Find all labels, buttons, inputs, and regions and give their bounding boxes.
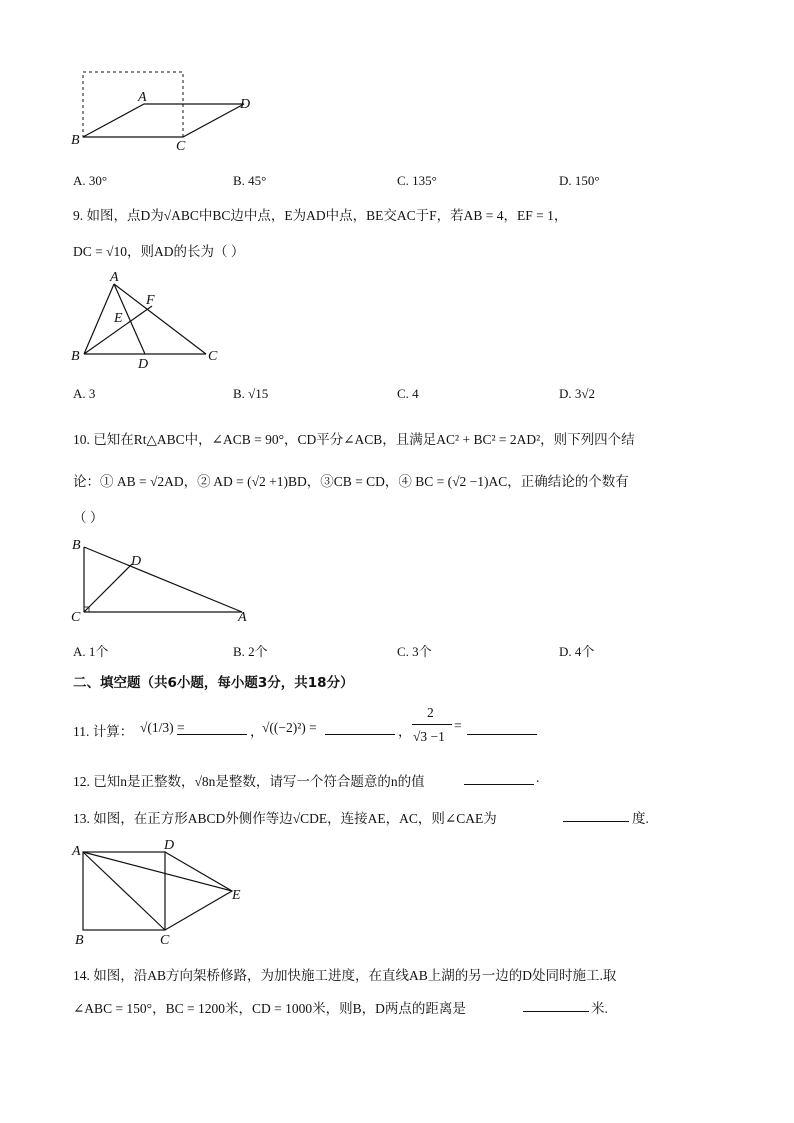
q11-expr1: √(1/3) = — [140, 720, 185, 735]
q10-option-b: B. 2个 — [233, 644, 268, 659]
q14-blank[interactable] — [523, 997, 589, 1012]
q10-option-d: D. 4个 — [559, 644, 595, 659]
q8-label-b: B — [71, 133, 80, 148]
q10-label-b: B — [72, 538, 81, 553]
q11-frac-den: √3 −1 — [413, 729, 445, 744]
q13-label-d: D — [164, 838, 175, 853]
q13-label-e: E — [232, 888, 241, 903]
q11-expr2: √((−2)²) = — [262, 720, 317, 735]
q9-option-d: D. 3√2 — [559, 386, 596, 401]
q10-label-a: A — [238, 610, 247, 625]
q10-stem-line2: 论：① AB = √2AD，② AD = (√2 +1)BD，③CB = CD，④ BC = (√2 −1)AC，正确结论的个数有 — [73, 474, 629, 489]
q8-option-a: A. 30° — [73, 173, 108, 188]
q8-label-d: D — [240, 97, 251, 112]
q9-option-b: B. √15 — [233, 386, 269, 401]
q9-label-d: D — [138, 357, 149, 372]
q11-blank-3[interactable] — [467, 720, 537, 735]
q13-figure — [66, 836, 266, 948]
q9-label-c: C — [208, 349, 218, 364]
q14-stem-line2: ∠ABC = 150°，BC = 1200米，CD = 1000米，则B，D两点的距离是 — [73, 1001, 466, 1016]
q11-prefix: 11. 计算： — [73, 724, 134, 739]
q11-comma-2: ， — [398, 724, 412, 739]
q8-option-c: C. 135° — [397, 173, 437, 188]
q8-label-a: A — [138, 90, 147, 105]
q10-stem-line1: 10. 已知在Rt△ABC中，∠ACB = 90°，CD平分∠ACB，且满足AC² + BC² = 2AD²，则下列四个结 — [73, 432, 635, 447]
q9-stem-line1: 9. 如图，点D为√ABC中BC边中点，E为AD中点，BE交AC于F，若AB = 4，EF = 1， — [73, 208, 568, 223]
q8-option-b: B. 45° — [233, 173, 267, 188]
q10-label-d: D — [131, 554, 142, 569]
q11-blank-2[interactable] — [325, 720, 395, 735]
q13-end: 度. — [632, 811, 649, 826]
q13-label-a: A — [72, 844, 81, 859]
q14-end: 米. — [591, 1001, 608, 1016]
q10-option-a: A. 1个 — [73, 644, 109, 659]
q13-label-b: B — [75, 933, 84, 948]
q10-stem-line3: （ ） — [73, 510, 104, 525]
q8-figure — [66, 64, 266, 160]
q11-comma-1: ， — [250, 724, 264, 739]
q11-frac-bar — [412, 724, 452, 725]
q8-option-d: D. 150° — [559, 173, 600, 188]
q13-blank[interactable] — [563, 807, 629, 822]
q9-stem-line2: DC = √10，则AD的长为（ ） — [73, 244, 245, 259]
q10-figure — [66, 535, 266, 627]
q10-label-c: C — [71, 610, 81, 625]
q12-stem: 12. 已知n是正整数，√8n是整数，请写一个符合题意的n的值 — [73, 774, 425, 789]
q13-stem: 13. 如图，在正方形ABCD外侧作等边√CDE，连接AE，AC，则∠CAE为 — [73, 811, 497, 826]
section-title: 二、填空题（共6小题，每小题3分，共18分） — [73, 675, 354, 691]
q12-end: . — [536, 770, 540, 785]
q9-option-a: A. 3 — [73, 386, 96, 401]
q14-stem-line1: 14. 如图，沿AB方向架桥修路，为加快施工进度，在直线AB上湖的另一边的D处同时施工.取 — [73, 968, 617, 983]
q11-eq: = — [454, 718, 462, 733]
q11-blank-1[interactable] — [177, 720, 247, 735]
q13-label-c: C — [160, 933, 170, 948]
q9-label-b: B — [71, 349, 80, 364]
q11-frac-num: 2 — [427, 705, 434, 720]
q10-option-c: C. 3个 — [397, 644, 432, 659]
q9-option-c: C. 4 — [397, 386, 419, 401]
q12-blank[interactable] — [464, 770, 534, 785]
q9-label-a: A — [110, 270, 119, 285]
q9-figure — [66, 268, 236, 374]
q9-label-e: E — [114, 311, 123, 326]
q9-label-f: F — [146, 293, 155, 308]
q8-label-c: C — [176, 139, 186, 154]
